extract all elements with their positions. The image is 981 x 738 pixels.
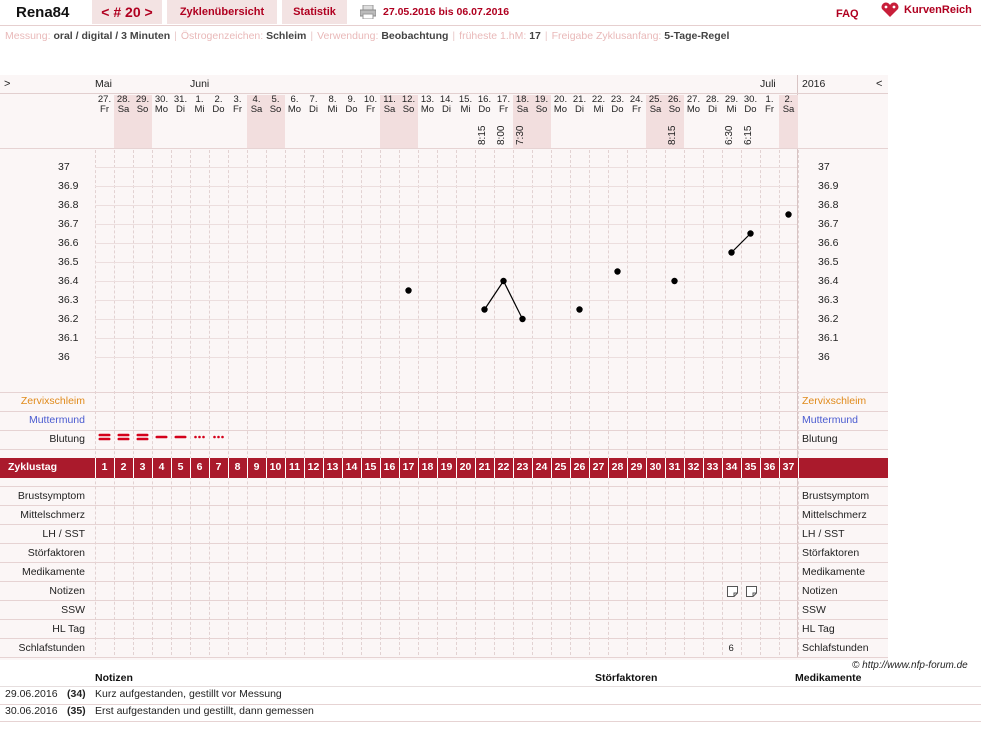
cycle-day-number: 31 — [668, 461, 681, 473]
settings-separator: | — [544, 30, 548, 42]
bleeding-heavy-mark — [99, 438, 111, 441]
symptom-label-right: LH / SST — [802, 528, 845, 540]
cycle-day-separator — [684, 458, 685, 478]
symptom-label-right: SSW — [802, 604, 826, 616]
cycle-day-number: 6 — [196, 461, 203, 473]
day-number: 19. — [534, 94, 549, 105]
cycle-day-separator — [475, 458, 476, 478]
temperature-point[interactable] — [519, 316, 525, 322]
cycle-day-number: 34 — [725, 461, 738, 473]
symptom-label: Störfaktoren — [27, 547, 85, 559]
logo-text: KurvenReich — [904, 4, 972, 16]
weekday: Fr — [366, 104, 375, 115]
day-number: 12. — [401, 94, 416, 105]
y-tick-label-right: 37 — [818, 161, 830, 173]
day-number: 27. — [686, 94, 701, 105]
cycle-day-separator — [380, 458, 381, 478]
measure-time: 8:15 — [667, 125, 678, 145]
weekday: Do — [212, 104, 225, 115]
cycle-day-number: 32 — [687, 461, 700, 473]
y-tick-label: 36.1 — [58, 332, 79, 344]
cycle-day-number: 9 — [253, 461, 260, 473]
bleeding-heavy-mark — [99, 434, 111, 437]
cycle-day-number: 17 — [402, 461, 415, 473]
symptom-label: Medikamente — [21, 566, 85, 578]
row-line — [0, 543, 888, 544]
weekday: Fr — [499, 104, 508, 115]
symptom-label-right: Schlafstunden — [802, 642, 869, 654]
y-tick-label: 37 — [58, 161, 70, 173]
day-number: 16. — [477, 94, 492, 105]
y-tick-label-right: 36.3 — [818, 294, 839, 306]
symptom-label-right: Mittelschmerz — [802, 509, 867, 521]
weekday: So — [535, 104, 548, 115]
weekday: Fr — [632, 104, 641, 115]
obs-label: Muttermund — [28, 414, 85, 426]
cycle-day-number: 19 — [440, 461, 453, 473]
bleeding-spotting-mark — [221, 436, 224, 439]
weekday: Sa — [383, 104, 396, 115]
notes-table-row — [0, 688, 981, 705]
row-line — [0, 411, 888, 412]
setting-label: früheste 1.hM: — [459, 30, 530, 42]
y-tick-label-right: 36.6 — [818, 237, 839, 249]
bleeding-spotting-mark — [202, 436, 205, 439]
weekday: Sa — [649, 104, 662, 115]
cycle-day-number: 28 — [611, 461, 624, 473]
cycle-day-number: 3 — [139, 461, 146, 473]
disturb-header: Störfaktoren — [595, 672, 658, 684]
setting-value: 17 — [529, 30, 541, 42]
cycle-day-number: 33 — [706, 461, 719, 473]
row-line — [0, 657, 888, 658]
cycle-day-number: 4 — [158, 461, 165, 473]
bleeding-medium-mark — [175, 436, 187, 439]
cycle-day-number: 8 — [234, 461, 241, 473]
cycle-day-number: 26 — [573, 461, 586, 473]
cycle-day-separator — [798, 458, 799, 478]
weekday: So — [136, 104, 149, 115]
symptom-label-right: HL Tag — [802, 623, 835, 635]
day-number: 30. — [743, 94, 758, 105]
symptom-label: HL Tag — [52, 623, 85, 635]
obs-label-right: Blutung — [802, 433, 838, 445]
row-line — [0, 562, 888, 563]
notes-header: Notizen — [95, 672, 133, 684]
cycle-day-separator — [722, 458, 723, 478]
note-date: 30.06.2016 — [5, 705, 58, 717]
temperature-point[interactable] — [785, 211, 791, 217]
cycle-day-separator — [532, 458, 533, 478]
day-number: 24. — [629, 94, 644, 105]
cycle-navigator[interactable]: < # 20 > — [92, 0, 162, 24]
cycle-day-separator — [209, 458, 210, 478]
bleeding-spotting-mark — [213, 436, 216, 439]
day-number: 31. — [173, 94, 188, 105]
bleeding-heavy-mark — [118, 434, 130, 437]
day-number: 27. — [97, 94, 112, 105]
cycle-day-separator — [399, 458, 400, 478]
temperature-line-segment — [485, 281, 504, 310]
cycle-day-number: 7 — [215, 461, 222, 473]
row-line — [0, 486, 888, 487]
cycle-day-number: 2 — [120, 461, 127, 473]
cycle-day-separator — [361, 458, 362, 478]
day-number: 9. — [347, 94, 356, 105]
note-date: 29.06.2016 — [5, 688, 58, 700]
day-number: 17. — [496, 94, 511, 105]
cycle-day-number: 14 — [345, 461, 358, 473]
symptom-label-right: Medikamente — [802, 566, 866, 578]
measure-time: 8:15 — [477, 125, 488, 145]
cycle-day-separator — [551, 458, 552, 478]
cycle-day-separator — [190, 458, 191, 478]
cycle-day-number: 11 — [288, 461, 301, 473]
temperature-point[interactable] — [405, 287, 411, 293]
cycle-day-separator — [133, 458, 134, 478]
y-tick-label-right: 36.5 — [818, 256, 839, 268]
y-tick-label: 36.2 — [58, 313, 79, 325]
symptom-label-right: Notizen — [802, 585, 838, 597]
cycle-day-number: 10 — [269, 461, 282, 473]
weekday: Mo — [287, 104, 302, 115]
symptom-label: Mittelschmerz — [20, 509, 85, 521]
date-range: 27.05.2016 bis 06.07.2016 — [383, 6, 510, 18]
symptom-label: Brustsymptom — [17, 490, 85, 502]
measure-time: 7:30 — [515, 125, 526, 145]
cycle-day-number: 35 — [744, 461, 757, 473]
day-number: 29. — [135, 94, 150, 105]
cycle-day-number: 37 — [782, 461, 795, 473]
bleeding-medium-mark — [156, 436, 168, 439]
obs-label: Blutung — [49, 433, 85, 445]
settings-separator: | — [310, 30, 314, 42]
note-cycle-day: (35) — [67, 705, 86, 717]
cycle-day-separator — [95, 458, 96, 478]
user-name: Rena84 — [16, 4, 70, 21]
weekday: So — [668, 104, 681, 115]
y-tick-label: 36.4 — [58, 275, 79, 287]
weekday: Mi — [460, 104, 471, 115]
cycle-day-number: 30 — [649, 461, 662, 473]
row-line — [0, 619, 888, 620]
symptom-label: Notizen — [49, 585, 85, 597]
note-icon[interactable] — [746, 586, 757, 597]
bleeding-heavy-mark — [137, 438, 149, 441]
symptom-label-right: Störfaktoren — [802, 547, 860, 559]
cycle-day-separator — [304, 458, 305, 478]
measure-time: 6:15 — [743, 125, 754, 145]
weekday: Fr — [765, 104, 774, 115]
cycle-day-separator — [228, 458, 229, 478]
day-number: 6. — [290, 94, 299, 105]
weekday: Do — [345, 104, 358, 115]
cycle-day-separator — [513, 458, 514, 478]
day-number: 7. — [309, 94, 318, 105]
setting-value: Schleim — [266, 30, 307, 42]
note-text: Kurz aufgestanden, gestillt vor Messung — [95, 688, 282, 700]
chart-nav-right[interactable]: < — [876, 78, 883, 90]
symptom-label: SSW — [61, 604, 85, 616]
temperature-point[interactable] — [576, 306, 582, 312]
weekday: Fr — [100, 104, 109, 115]
day-number: 23. — [610, 94, 625, 105]
cycle-day-number: 22 — [497, 461, 510, 473]
temperature-line-segment — [732, 234, 751, 253]
cycle-day-number: 23 — [516, 461, 529, 473]
cycle-day-number: 27 — [592, 461, 605, 473]
y-tick-label-right: 36 — [818, 351, 830, 363]
day-number: 28. — [705, 94, 720, 105]
row-line — [0, 638, 888, 639]
day-number: 25. — [648, 94, 663, 105]
note-cycle-day: (34) — [67, 688, 86, 700]
chart-nav-left[interactable]: > — [4, 78, 11, 90]
cycle-day-separator — [608, 458, 609, 478]
cycle-day-separator — [247, 458, 248, 478]
measure-time: 6:30 — [724, 125, 735, 145]
temperature-point[interactable] — [728, 249, 734, 255]
row-line — [0, 581, 888, 582]
faq-link[interactable]: FAQ — [836, 8, 859, 20]
setting-value: Beobachtung — [381, 30, 449, 42]
weekday: Mo — [154, 104, 169, 115]
symptom-label: LH / SST — [42, 528, 85, 540]
cycle-day-number: 15 — [364, 461, 377, 473]
weekday: So — [402, 104, 415, 115]
day-number: 26. — [667, 94, 682, 105]
cycle-day-separator — [703, 458, 704, 478]
cycle-day-number: 18 — [421, 461, 434, 473]
cycle-day-number: 13 — [326, 461, 339, 473]
weekday: Do — [478, 104, 491, 115]
day-number: 8. — [328, 94, 337, 105]
temperature-point[interactable] — [614, 268, 620, 274]
y-tick-label-right: 36.2 — [818, 313, 839, 325]
cycle-day-separator — [646, 458, 647, 478]
bleeding-spotting-mark — [198, 436, 201, 439]
y-tick-label: 36.8 — [58, 199, 79, 211]
y-tick-label: 36.3 — [58, 294, 79, 306]
measure-time: 8:00 — [496, 125, 507, 145]
month-label: Juli — [760, 78, 776, 90]
tab-statistics[interactable]: Statistik — [282, 0, 347, 24]
weekday: Di — [575, 104, 584, 115]
y-tick-label-right: 36.1 — [818, 332, 839, 344]
y-tick-label: 36.9 — [58, 180, 79, 192]
weekday: Mo — [420, 104, 435, 115]
setting-label: Verwendung: — [317, 30, 382, 42]
y-tick-label-right: 36.8 — [818, 199, 839, 211]
weekday: Mi — [194, 104, 205, 115]
weekday: Di — [176, 104, 185, 115]
weekday: Mo — [553, 104, 568, 115]
settings-separator: | — [174, 30, 177, 42]
weekday: Mi — [327, 104, 338, 115]
row-line — [0, 449, 888, 450]
day-number: 29. — [724, 94, 739, 105]
cycle-day-separator — [266, 458, 267, 478]
y-tick-label: 36 — [58, 351, 70, 363]
month-label: Mai — [95, 78, 112, 90]
temperature-line-segment — [504, 281, 523, 319]
weekday: So — [269, 104, 282, 115]
symptom-label: Schlafstunden — [18, 642, 85, 654]
sleep-hours-value: 6 — [728, 643, 734, 654]
weekday: Do — [744, 104, 757, 115]
cycle-day-label: Zyklustag — [8, 461, 58, 473]
cycle-day-separator — [589, 458, 590, 478]
obs-label: Zervixschleim — [20, 395, 85, 407]
symptom-label-right: Brustsymptom — [802, 490, 870, 502]
cycle-day-number: 21 — [478, 461, 491, 473]
note-icon[interactable] — [727, 586, 738, 597]
day-number: 20. — [553, 94, 568, 105]
obs-label-right: Muttermund — [802, 414, 859, 426]
notes-table-row — [0, 705, 981, 722]
cycle-day-number: 16 — [383, 461, 396, 473]
day-number: 10. — [363, 94, 378, 105]
day-number: 2. — [214, 94, 223, 105]
setting-label: Östrogenzeichen: — [180, 30, 267, 42]
temperature-point[interactable] — [671, 278, 677, 284]
bleeding-heavy-mark — [137, 434, 149, 437]
day-number: 1. — [195, 94, 204, 105]
weekday: Mo — [686, 104, 701, 115]
cycle-day-separator — [418, 458, 419, 478]
tab-cycle-overview[interactable]: Zyklenübersicht — [167, 0, 277, 24]
cycle-day-number: 5 — [177, 461, 184, 473]
y-tick-label-right: 36.4 — [818, 275, 839, 287]
row-line — [0, 505, 888, 506]
day-number: 5. — [271, 94, 280, 105]
row-line — [0, 524, 888, 525]
cycle-day-separator — [456, 458, 457, 478]
day-number: 30. — [154, 94, 169, 105]
row-line — [0, 430, 888, 431]
temperature-point[interactable] — [500, 278, 506, 284]
day-number: 15. — [458, 94, 473, 105]
cycle-day-separator — [171, 458, 172, 478]
obs-label-right: Zervixschleim — [802, 395, 867, 407]
weekday: Sa — [250, 104, 263, 115]
day-number: 3. — [233, 94, 242, 105]
y-tick-label-right: 36.9 — [818, 180, 839, 192]
day-number: 18. — [515, 94, 530, 105]
weekday: Di — [309, 104, 318, 115]
cycle-day-separator — [285, 458, 286, 478]
setting-value: 5-Tage-Regel — [664, 30, 730, 42]
setting-label: Freigabe Zyklusanfang: — [551, 30, 665, 42]
day-number: 4. — [252, 94, 261, 105]
month-label: Juni — [190, 78, 210, 90]
cycle-day-number: 20 — [459, 461, 472, 473]
weekday: Sa — [516, 104, 529, 115]
cycle-day-separator — [323, 458, 324, 478]
day-number: 28. — [116, 94, 131, 105]
y-tick-label: 36.7 — [58, 218, 79, 230]
row-line — [0, 600, 888, 601]
weekday: Sa — [782, 104, 795, 115]
day-number: 1. — [765, 94, 774, 105]
day-number: 13. — [420, 94, 435, 105]
row-line — [0, 392, 888, 393]
cycle-day-number: 24 — [535, 461, 548, 473]
cycle-day-number: 12 — [307, 461, 320, 473]
setting-value: oral / digital / 3 Minuten — [53, 30, 171, 42]
temperature-point[interactable] — [747, 230, 753, 236]
meds-header: Medikamente — [795, 672, 862, 684]
cycle-day-number: 36 — [763, 461, 776, 473]
note-text: Erst aufgestanden und gestillt, dann gemessen — [95, 705, 314, 717]
weekday: Sa — [117, 104, 130, 115]
cycle-day-separator — [152, 458, 153, 478]
weekday: Do — [611, 104, 624, 115]
day-number: 21. — [572, 94, 587, 105]
y-tick-label: 36.5 — [58, 256, 79, 268]
day-number: 14. — [439, 94, 454, 105]
weekday: Mi — [726, 104, 737, 115]
temperature-point[interactable] — [481, 306, 487, 312]
cycle-day-separator — [779, 458, 780, 478]
day-number: 11. — [383, 94, 396, 105]
weekday: Di — [442, 104, 451, 115]
chart-year: 2016 — [802, 78, 826, 90]
day-number: 22. — [591, 94, 606, 105]
day-number: 2. — [784, 94, 793, 105]
weekday: Di — [708, 104, 717, 115]
cycle-day-separator — [627, 458, 628, 478]
setting-label: Messung: — [5, 30, 54, 42]
bleeding-heavy-mark — [118, 438, 130, 441]
cycle-day-separator — [760, 458, 761, 478]
cycle-day-number: 29 — [630, 461, 643, 473]
notes-header-line — [0, 686, 981, 687]
cycle-day-number: 1 — [101, 461, 108, 473]
cycle-day-number: 25 — [554, 461, 567, 473]
y-tick-label-right: 36.7 — [818, 218, 839, 230]
cycle-day-separator — [570, 458, 571, 478]
bleeding-spotting-mark — [194, 436, 197, 439]
cycle-day-separator — [342, 458, 343, 478]
y-tick-label: 36.6 — [58, 237, 79, 249]
settings-separator: | — [452, 30, 456, 42]
bleeding-spotting-mark — [217, 436, 220, 439]
credit[interactable]: © http://www.nfp-forum.de — [852, 660, 968, 671]
cycle-day-separator — [114, 458, 115, 478]
weekday: Fr — [233, 104, 242, 115]
cycle-day-separator — [665, 458, 666, 478]
row-line — [0, 721, 981, 722]
weekday: Mi — [593, 104, 604, 115]
cycle-day-separator — [437, 458, 438, 478]
cycle-day-separator — [741, 458, 742, 478]
cycle-day-separator — [494, 458, 495, 478]
